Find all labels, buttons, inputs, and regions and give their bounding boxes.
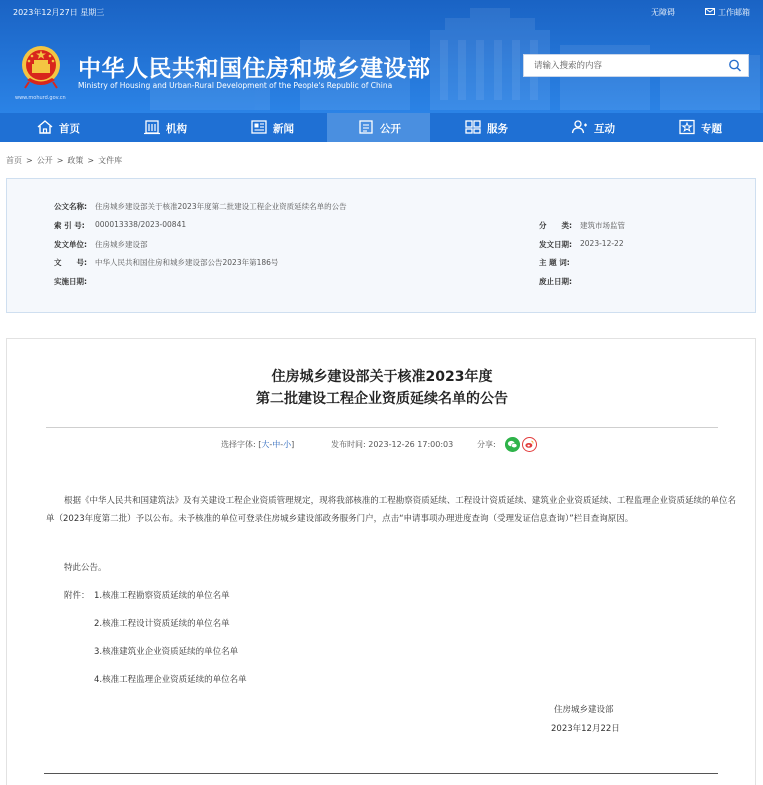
- national-emblem-icon[interactable]: [19, 44, 63, 90]
- article-notice: 特此公告。: [64, 563, 107, 573]
- mail-icon: [705, 8, 715, 15]
- interaction-icon: [571, 119, 589, 135]
- weibo-share-icon[interactable]: [522, 437, 537, 452]
- service-icon: [464, 119, 482, 135]
- nav-home-label: 首页: [59, 123, 80, 135]
- work-mail-label: 工作邮箱: [718, 8, 750, 17]
- news-icon: [250, 119, 268, 135]
- meta-title-value: 住房城乡建设部关于核准2023年度第二批建设工程企业资质延续名单的公告: [95, 202, 347, 211]
- attachment-link[interactable]: 4.核准工程监理企业资质延续的单位名单: [94, 675, 247, 685]
- home-icon: [36, 119, 54, 135]
- article-title-line1: 住房城乡建设部关于核准2023年度: [271, 369, 493, 385]
- document-icon: [357, 119, 375, 135]
- font-size-label: 选择字体:: [221, 440, 256, 449]
- document-meta-box: [6, 178, 756, 313]
- site-url: www.mohurd.gov.cn: [15, 95, 66, 101]
- attachment-link[interactable]: 2.核准工程设计资质延续的单位名单: [94, 619, 230, 629]
- breadcrumb-separator: >: [87, 156, 95, 165]
- meta-index-label: 索 引 号:: [54, 221, 85, 230]
- attachment-label: 附件：: [64, 591, 90, 601]
- main-nav: [0, 113, 763, 142]
- meta-date-label: 发文日期:: [539, 240, 572, 249]
- article-title-line2: 第二批建设工程企业资质延续名单的公告: [256, 391, 508, 407]
- wechat-share-icon[interactable]: [505, 437, 520, 452]
- font-size-small[interactable]: 小: [283, 440, 292, 449]
- top-bar: [0, 0, 763, 26]
- article-body-paragraph: 根据《中华人民共和国建筑法》及有关建设工程企业资质管理规定，现将我部核准的工程勘察资质延续、工程设计资质延续、建筑业企业资质延续、工程监理企业资质延续的单位名单（2023年度第二批）予以公布。未予核准的单位可登录住房城乡建设部政务服务门户，点击“申请事项办理进度查询（受理发证信息查询）”栏目查询原因。: [46, 496, 736, 524]
- meta-title-label: 公文名称:: [54, 202, 87, 211]
- nav-institutions[interactable]: [113, 113, 216, 142]
- search-box: [523, 54, 749, 77]
- meta-issuer-label: 发文单位:: [54, 240, 87, 249]
- site-title-cn[interactable]: 中华人民共和国住房和城乡建设部: [78, 56, 431, 82]
- article-sign-date: 2023年12月22日: [551, 724, 620, 734]
- nav-news-label: 新闻: [273, 123, 294, 135]
- nav-service-label: 服务: [487, 123, 508, 135]
- meta-docno-label: 文 号:: [54, 258, 87, 267]
- article: [6, 338, 756, 785]
- building-icon: [143, 119, 161, 135]
- article-signature: 住房城乡建设部: [554, 705, 614, 715]
- meta-issuer-value: 住房城乡建设部: [95, 240, 148, 249]
- nav-public[interactable]: [327, 113, 430, 142]
- nav-topic[interactable]: [648, 113, 751, 142]
- breadcrumb-public[interactable]: 公开: [36, 156, 53, 165]
- nav-news[interactable]: [220, 113, 323, 142]
- breadcrumb-policy[interactable]: 政策: [67, 156, 84, 165]
- topic-icon: [678, 119, 696, 135]
- site-title-en: Ministry of Housing and Urban-Rural Development of the People's Republic of China: [78, 81, 393, 90]
- nav-public-label: 公开: [380, 123, 401, 135]
- nav-interaction-label: 互动: [594, 123, 615, 135]
- meta-subject-label: 主 题 词:: [539, 258, 570, 267]
- share-label: 分享:: [477, 440, 496, 449]
- nav-institutions-label: 机构: [166, 123, 187, 135]
- nav-service[interactable]: [434, 113, 537, 142]
- meta-index-value: 000013338/2023-00841: [95, 220, 187, 229]
- font-size-dash: -: [280, 440, 284, 449]
- font-size-bracket-close: ]: [291, 440, 295, 449]
- nav-topic-label: 专题: [701, 123, 722, 135]
- font-size-selector: [221, 439, 294, 450]
- meta-category-label: 分 类:: [539, 221, 572, 230]
- meta-repeal-label: 废止日期:: [539, 277, 572, 286]
- meta-category-value: 建筑市场监管: [580, 221, 625, 230]
- search-icon[interactable]: [722, 55, 748, 76]
- font-size-medium[interactable]: 中: [272, 440, 281, 449]
- font-size-large[interactable]: 大: [261, 440, 270, 449]
- breadcrumb-separator: >: [56, 156, 64, 165]
- breadcrumb-home[interactable]: 首页: [6, 156, 22, 165]
- search-input[interactable]: [524, 55, 720, 76]
- title-divider: [46, 427, 718, 428]
- breadcrumb-file-library[interactable]: 文件库: [98, 156, 123, 165]
- site-header: [0, 0, 763, 113]
- meta-date-value: 2023-12-22: [580, 239, 624, 248]
- font-size-bracket-open: [: [258, 440, 262, 449]
- publish-info: [331, 439, 453, 450]
- publish-time: 2023-12-26 17:00:03: [368, 440, 454, 449]
- current-date: 2023年12月27日 星期三: [13, 8, 105, 17]
- barrier-free-link[interactable]: 无障碍: [651, 8, 675, 17]
- nav-interaction[interactable]: [541, 113, 644, 142]
- breadcrumb-separator: >: [26, 156, 33, 165]
- attachment-link[interactable]: 3.核准建筑业企业资质延续的单位名单: [94, 647, 239, 657]
- meta-effective-label: 实施日期:: [54, 277, 87, 286]
- publish-time-label: 发布时间:: [331, 440, 366, 449]
- bottom-divider: [44, 773, 718, 774]
- meta-docno-value: 中华人民共和国住房和城乡建设部公告2023年第186号: [95, 258, 279, 267]
- font-size-dash: -: [269, 440, 273, 449]
- nav-home[interactable]: [6, 113, 109, 142]
- attachment-link[interactable]: 1.核准工程勘察资质延续的单位名单: [94, 591, 230, 601]
- breadcrumb: [6, 155, 122, 166]
